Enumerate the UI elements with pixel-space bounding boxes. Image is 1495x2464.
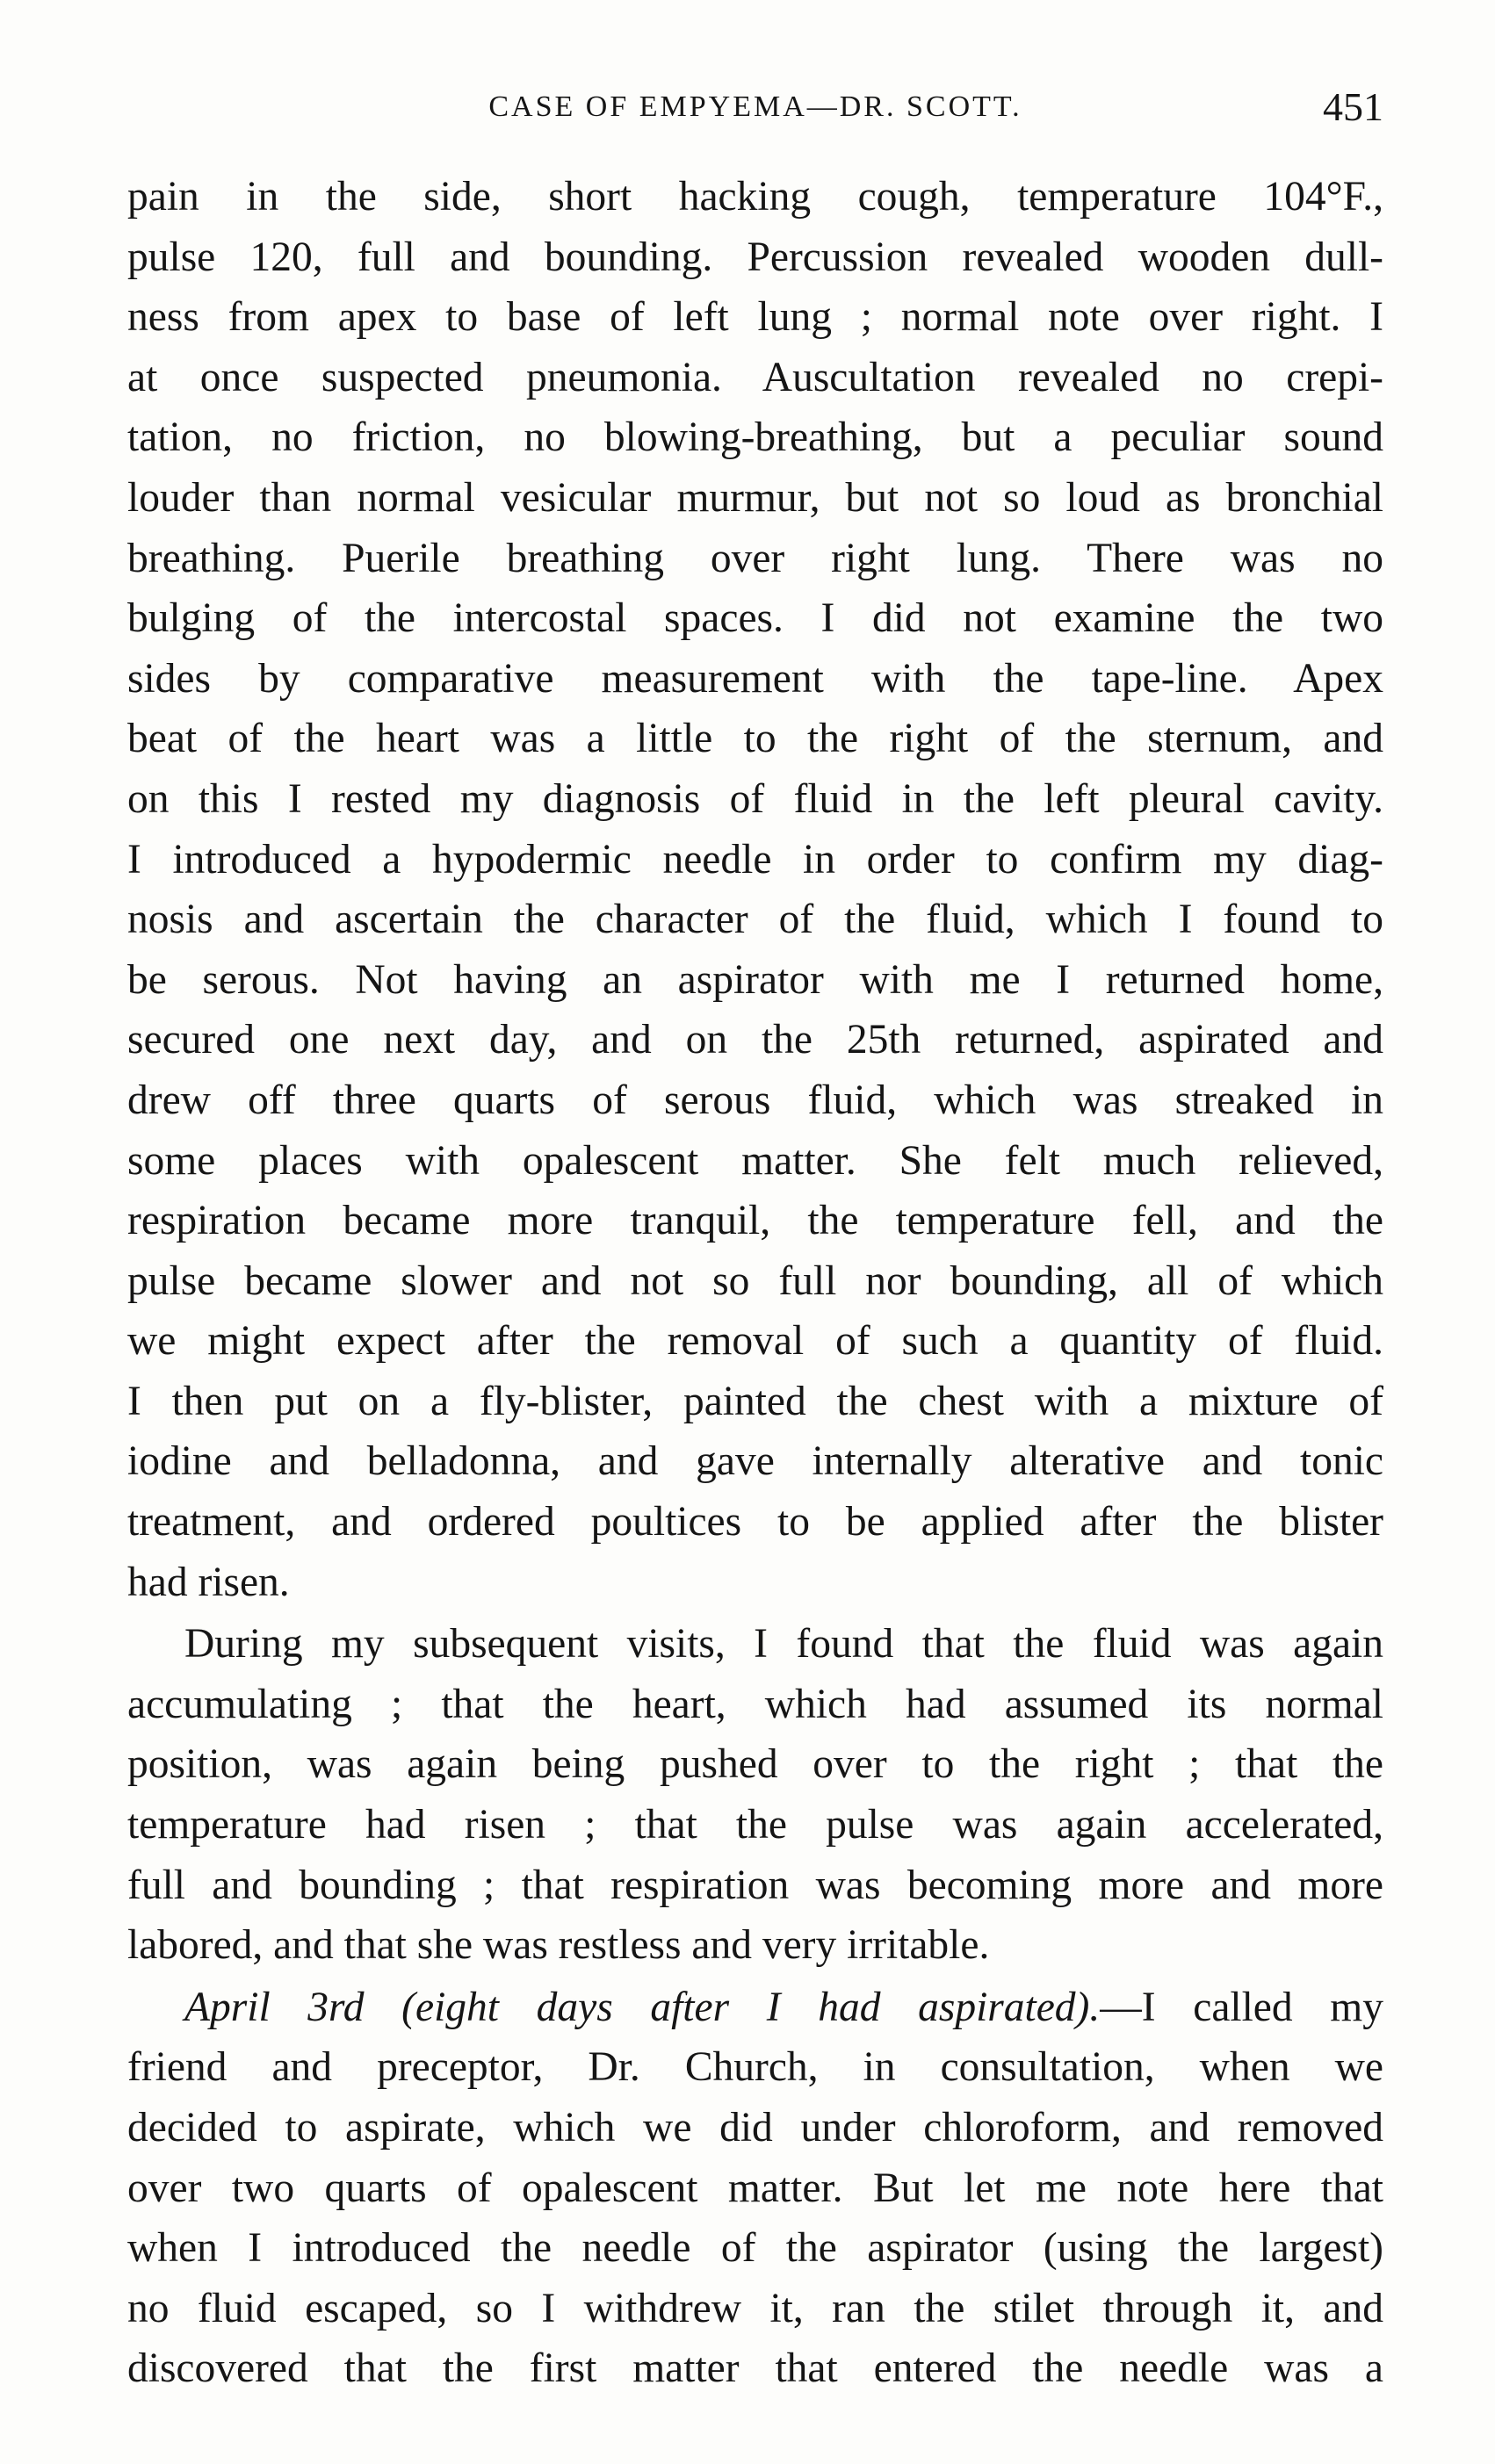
text-line: I then put on a fly-blister, painted the chest with a mixture of: [127, 1378, 1383, 1424]
text-line: I introduced a hypodermic needle in order to confirm my diag-: [127, 836, 1383, 883]
text-line: temperature had risen ; that the pulse was again accelerated,: [127, 1802, 1383, 1848]
running-title: CASE OF EMPYEMA—DR. SCOTT.: [488, 90, 1022, 123]
text-line: friend and preceptor, Dr. Church, in consultation, when we: [127, 2044, 1383, 2091]
text-line: had risen.: [127, 1559, 290, 1605]
text-line: full and bounding ; that respiration was becoming more and more: [127, 1862, 1383, 1908]
paragraph-3: [127, 1978, 1383, 2399]
text-line: treatment, and ordered poultices to be applied after the blister: [127, 1499, 1383, 1545]
body-text: [127, 167, 1383, 2399]
text-line: drew off three quarts of serous fluid, which was streaked in: [127, 1077, 1383, 1123]
running-head: [127, 81, 1383, 133]
text-line: louder than normal vesicular murmur, but not so loud as bronchial: [127, 474, 1383, 521]
text-line: pulse 120, full and bounding. Percussion revealed wooden dull-: [127, 234, 1383, 280]
text-line: when I introduced the needle of the aspirator (using the largest): [127, 2225, 1383, 2272]
text-run: —I called my: [1100, 1984, 1383, 2030]
text-line: tation, no friction, no blowing-breathing, but a peculiar sound: [127, 414, 1383, 461]
entry-date: April 3rd (eight days after I had aspirated).: [184, 1984, 1101, 2030]
text-line: During my subsequent visits, I found that the fluid was again: [184, 1621, 1383, 1668]
text-line: pain in the side, short hacking cough, temperature 104°F.,: [127, 174, 1383, 220]
text-line: nosis and ascertain the character of the fluid, which I found to: [127, 897, 1383, 943]
text-line: discovered that the first matter that entered the needle was a: [127, 2345, 1383, 2392]
text-line: pulse became slower and not so full nor bounding, all of which: [127, 1257, 1383, 1304]
text-line: sides by comparative measurement with the tape-line. Apex: [127, 655, 1383, 702]
text-line: accumulating ; that the heart, which had assumed its normal: [127, 1681, 1383, 1727]
text-line: we might expect after the removal of such a quantity of fluid.: [127, 1318, 1383, 1365]
text-line: be serous. Not having an aspirator with me I returned home,: [127, 956, 1383, 1003]
text-line: beat of the heart was a little to the right of the sternum, and: [127, 716, 1383, 762]
text-line: [127, 1978, 1383, 2038]
text-line: on this I rested my diagnosis of fluid in the left pleural cavity.: [127, 775, 1383, 822]
text-line: some places with opalescent matter. She felt much relieved,: [127, 1137, 1383, 1184]
text-line: respiration became more tranquil, the temperature fell, and the: [127, 1198, 1383, 1244]
text-line: breathing. Puerile breathing over right lung. There was no: [127, 535, 1383, 581]
text-line: iodine and belladonna, and gave internally alterative and tonic: [127, 1438, 1383, 1485]
text-line: bulging of the intercostal spaces. I did not examine the two: [127, 595, 1383, 642]
text-line: over two quarts of opalescent matter. But let me note here that: [127, 2165, 1383, 2211]
text-line: at once suspected pneumonia. Auscultation revealed no crepi-: [127, 354, 1383, 400]
text-line: decided to aspirate, which we did under chloroform, and removed: [127, 2105, 1383, 2151]
text-line: position, was again being pushed over to the right ; that the: [127, 1741, 1383, 1788]
paragraph-1: [127, 167, 1383, 1612]
text-line: no fluid escaped, so I withdrew it, ran the stilet through it, and: [127, 2285, 1383, 2331]
page-number: 451: [1323, 84, 1383, 129]
text-line: ness from apex to base of left lung ; normal note over right. I: [127, 294, 1383, 341]
text-line: secured one next day, and on the 25th returned, aspirated and: [127, 1017, 1383, 1063]
text-line: labored, and that she was restless and very irritable.: [127, 1922, 990, 1969]
paragraph-2: [127, 1614, 1383, 1976]
